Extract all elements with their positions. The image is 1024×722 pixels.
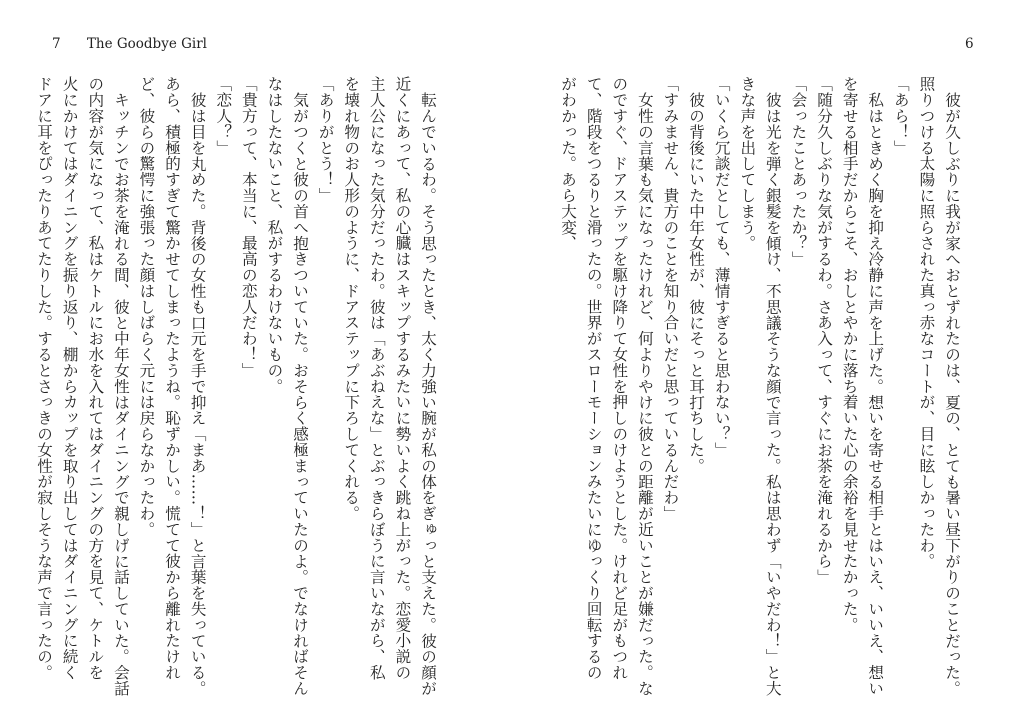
paragraph: 彼が久しぶりに我が家へおとずれたのは、夏の、とても暑い昼下がりのことだった。照りつける太陽に照らされた真っ赤なコートが、目に眩しかったわ。 — [917, 76, 961, 696]
dialogue-line: 「恋人？」 — [214, 76, 233, 156]
paragraph: 彼は目を丸めた。背後の女性も口元を手で抑え「まあ……！」と言葉を失っている。あら、積極的すぎて驚かせてしまったようね。恥ずかしい。慌てて彼から離れたけれど、彼らの驚愕に強張った顔はしばらく元には戻らなかったわ。 — [137, 76, 207, 696]
paragraph: キッチンでお茶を淹れる間、彼と中年女性はダイニングで親しげに話していた。会話の内容が気になって、私はケトルにお水を入れてはダイニングの方を見て、ケトルを火にかけてはダイニングを振り返り、棚からカップを取り出してはダイニングに続くドアに耳をぴったりあてたりした。するとさっきの女性が寂しそうな声で言ったの。 — [35, 76, 130, 696]
paragraph: 彼の背後にいた中年女性が、彼にそっと耳打ちした。 — [687, 91, 706, 474]
body-text — [559, 76, 964, 696]
dialogue-line: 「いくら冗談だとしても、薄情すぎると思わない？」 — [712, 76, 731, 458]
paragraph: 女性の言葉も気になったけれど、何よりやけに彼との距離が近いことが嫌だった。なのですぐ、ドアステップを駆け降りて女性を押しのけようとした。けれど足がもつれて、階段をつるりと滑ったの。世界がスローモーションみたいにゆっくり回転するのがわかった。あら大変、 — [559, 76, 654, 696]
dialogue-line: 「随分久しぶりな気がするわ。さあ入って、すぐにお茶を淹れるから」 — [815, 76, 834, 585]
dialogue-line: 「貴方って、本当に、最高の恋人だわ！」 — [239, 76, 258, 379]
page-number: 6 — [965, 36, 974, 52]
paragraph: 私はときめく胸を抑え冷静に声を上げた。想いを寄せる相手とはいえ、いいえ、想いを寄せる相手だからこそ、おしとやかに落ち着いた心の余裕を見せたかった。 — [840, 76, 885, 696]
right-page — [512, 0, 1024, 722]
dialogue-line: 「すみません、貴方のことを知り合いだと思っているんだわ」 — [661, 76, 680, 522]
dialogue-line: 「あら！」 — [891, 76, 910, 156]
body-text — [35, 76, 440, 696]
page-number: 7 — [52, 36, 61, 52]
dialogue-line: 「会ったことあったか？」 — [789, 76, 808, 267]
paragraph: 彼は光を弾く銀髪を傾け、不思議そうな顔で言った。私は思わず「いやだわ！」と大きな声を出してしまう。 — [738, 76, 782, 696]
dialogue-line: 「ありがとう！」 — [316, 76, 335, 204]
paragraph: 転んでいるわ。そう思ったとき、太く力強い腕が私の体をぎゅっと支えた。彼の顔が近くにあって、私の心臓はスキップするみたいに勢いよく跳ね上がった。恋愛小説の主人公になった気分だったわ。彼は「あぶねえな」とぶっきらぼうに言いながら、私を壊れ物のお人形のように、ドアステップに下ろしてくれる。 — [342, 76, 437, 696]
running-title: The Goodbye Girl — [86, 36, 207, 52]
paragraph: 気がつくと彼の首へ抱きついていた。おそらく感極まっていたのよ。でなければそんなはしたないこと、私がするわけないもの。 — [265, 76, 310, 696]
page-header — [52, 36, 207, 52]
